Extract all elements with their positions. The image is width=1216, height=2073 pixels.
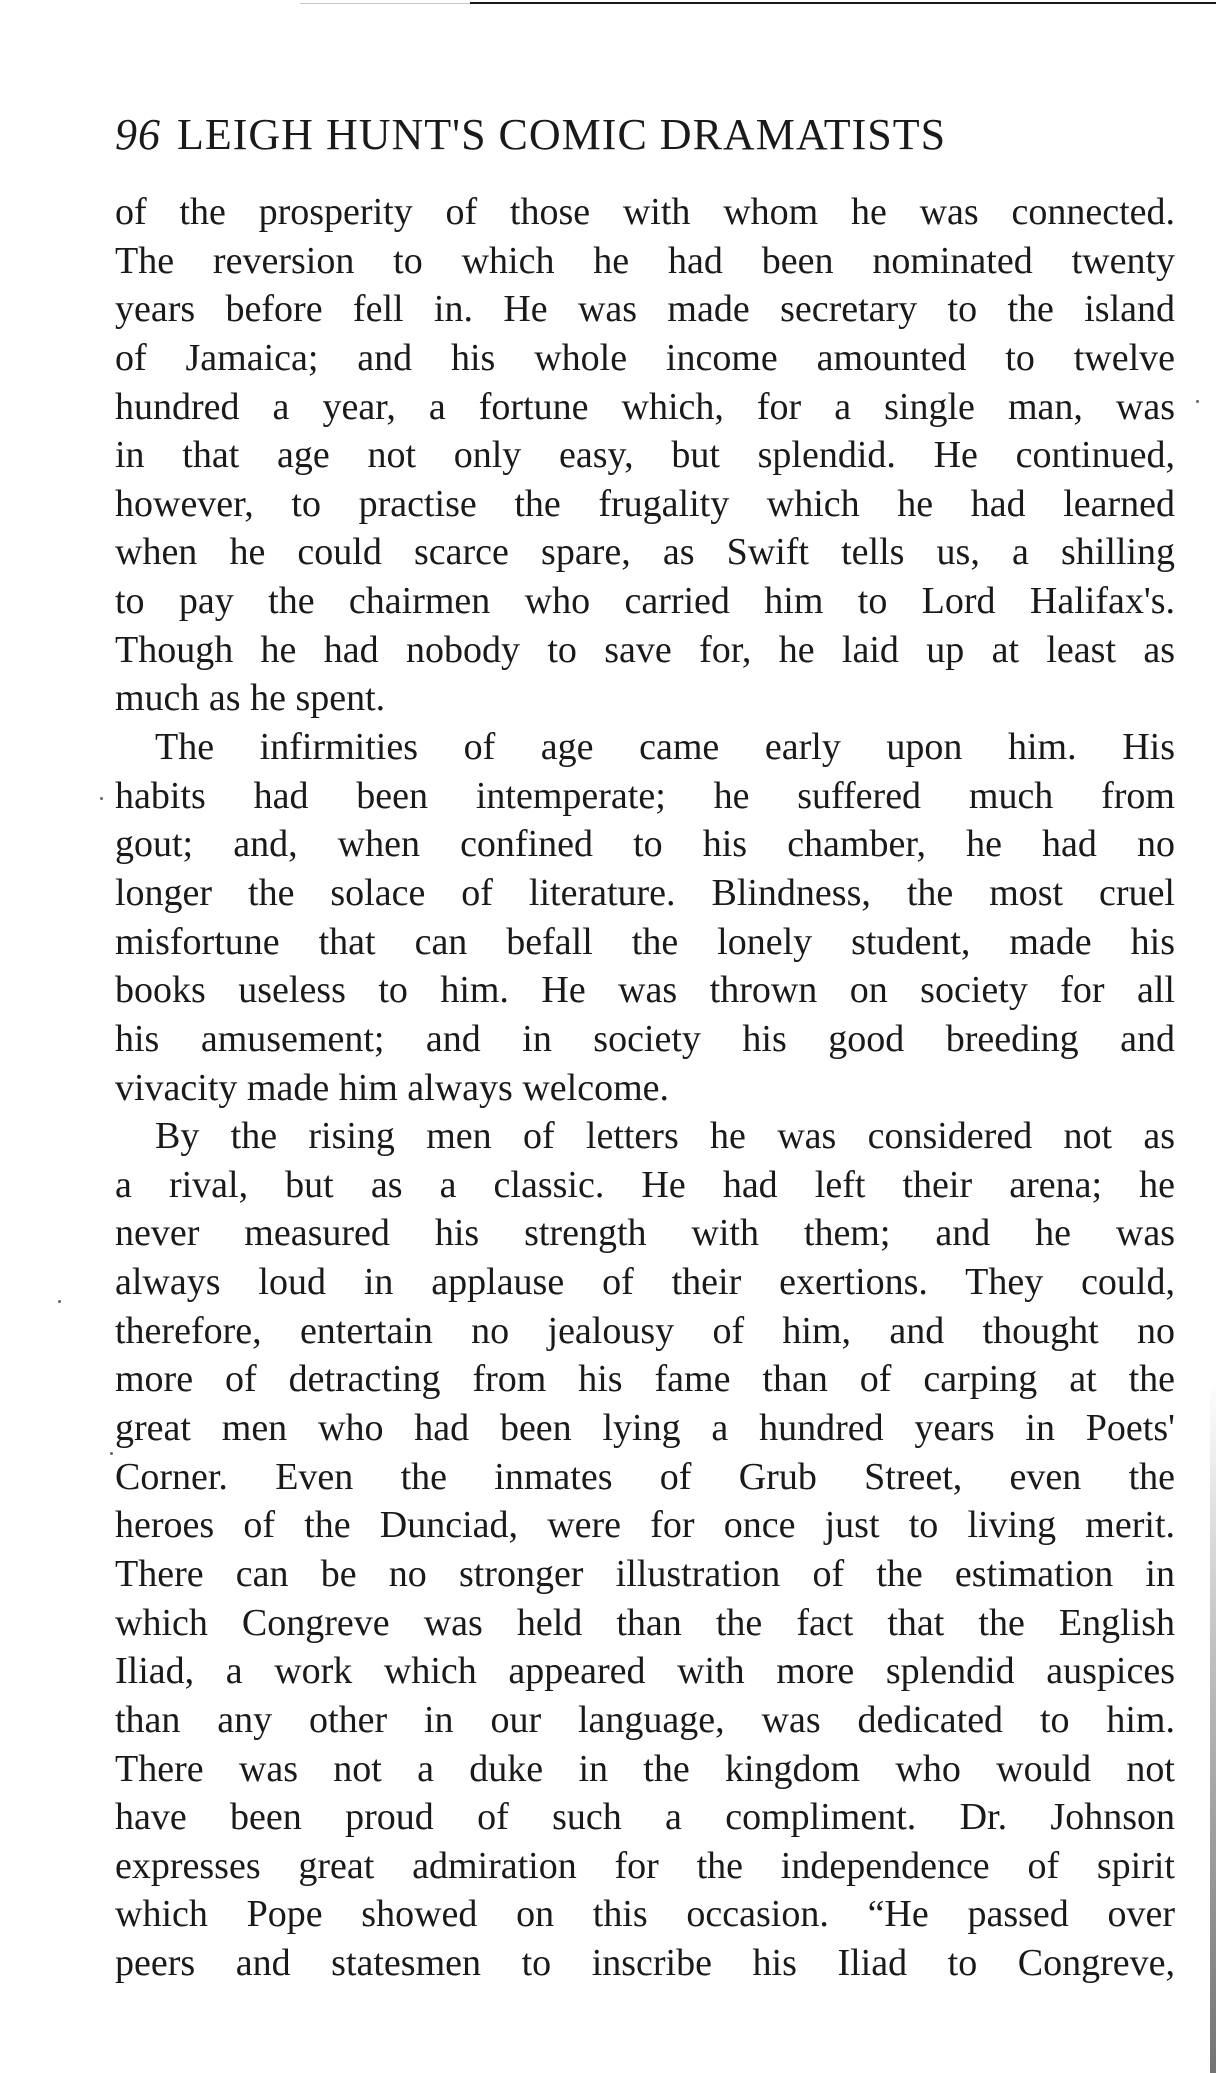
text-line: always loud in applause of their exertions. They could, [115, 1261, 1175, 1304]
text-line: By the rising men of letters he was considered not as [155, 1115, 1175, 1158]
margin-speck [1196, 400, 1199, 403]
text-line: There can be no stronger illustration of the estimation in [115, 1552, 1175, 1595]
page-number: 96 [115, 110, 161, 159]
running-title: LEIGH HUNT'S COMIC DRAMATISTS [177, 110, 947, 159]
body-text [115, 188, 1175, 1988]
text-line: The reversion to which he had been nominated twenty [115, 239, 1175, 282]
text-line: Iliad, a work which appeared with more splendid auspices [115, 1650, 1175, 1693]
page-edge-shadow [1210, 1380, 1216, 2073]
text-line: a rival, but as a classic. He had left their arena; he [115, 1163, 1175, 1206]
text-line: when he could scarce spare, as Swift tells us, a shilling [115, 531, 1175, 574]
top-edge-faint-rule [300, 3, 470, 4]
text-line: The infirmities of age came early upon him. His [155, 726, 1175, 769]
text-line: habits had been intemperate; he suffered much from [115, 774, 1175, 817]
margin-speck [100, 797, 103, 800]
text-line: however, to practise the frugality which he had learned [115, 482, 1175, 525]
text-line: in that age not only easy, but splendid. He continued, [115, 434, 1175, 477]
text-line: than any other in our language, was dedicated to him. [115, 1698, 1175, 1741]
text-line: have been proud of such a compliment. Dr. Johnson [115, 1796, 1175, 1839]
text-line: books useless to him. He was thrown on society for all [115, 969, 1175, 1012]
text-line: which Pope showed on this occasion. “He passed over [115, 1893, 1175, 1936]
text-line: heroes of the Dunciad, were for once just to living merit. [115, 1504, 1175, 1547]
text-line: expresses great admiration for the independence of spirit [115, 1844, 1175, 1887]
text-line: never measured his strength with them; and he was [115, 1212, 1175, 1255]
running-header [115, 105, 1175, 165]
text-line: hundred a year, a fortune which, for a single man, was [115, 385, 1175, 428]
text-line: therefore, entertain no jealousy of him, and thought no [115, 1309, 1175, 1352]
text-line: of the prosperity of those with whom he was connected. [115, 191, 1175, 233]
text-line: years before fell in. He was made secretary to the island [115, 288, 1175, 331]
text-line: misfortune that can befall the lonely student, made his [115, 920, 1175, 963]
text-line: Corner. Even the inmates of Grub Street, even the [115, 1455, 1175, 1498]
text-line: of Jamaica; and his whole income amounted to twelve [115, 336, 1175, 379]
text-line: to pay the chairmen who carried him to Lord Halifax's. [115, 580, 1175, 623]
text-line: his amusement; and in society his good breeding and [115, 1017, 1175, 1060]
text-line: There was not a duke in the kingdom who would not [115, 1747, 1175, 1790]
text-line: gout; and, when confined to his chamber, he had no [115, 823, 1175, 866]
text-line: Though he had nobody to save for, he laid up at least as [115, 628, 1175, 671]
text-line: longer the solace of literature. Blindness, the most cruel [115, 871, 1175, 914]
margin-speck [58, 1300, 61, 1303]
top-edge-rule [470, 2, 1216, 4]
text-line: great men who had been lying a hundred years in Poets' [115, 1407, 1175, 1450]
text-line: much as he spent. [115, 677, 386, 720]
text-line: which Congreve was held than the fact that the English [115, 1601, 1175, 1644]
text-line: vivacity made him always welcome. [115, 1066, 669, 1109]
margin-speck [110, 1452, 113, 1455]
text-line: peers and statesmen to inscribe his Iliad to Congreve, [115, 1942, 1175, 1985]
text-line: more of detracting from his fame than of carping at the [115, 1358, 1175, 1401]
